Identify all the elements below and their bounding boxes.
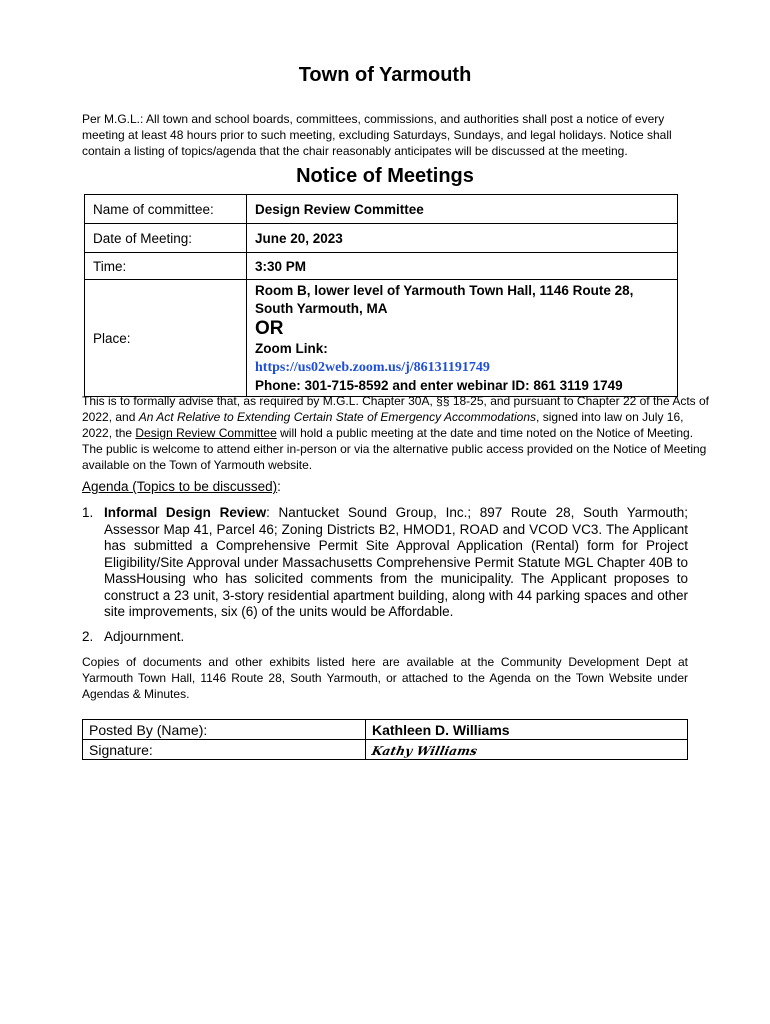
copies-note: Copies of documents and other exhibits listed here are available at the Community Development Dept at Yarmouth Town Hall, 1146 Route 28, South Yarmouth, or attached to the Agenda on the Town Website under Agendas & Minutes. (82, 655, 688, 701)
agenda-heading-text: Agenda (Topics to be discussed) (82, 479, 278, 494)
agenda-list (82, 505, 688, 645)
agenda-item-number: 1. (82, 505, 94, 520)
notice-heading: Notice of Meetings (296, 165, 474, 187)
advisory-text-2: , signed into law on July 16, 2022, the (82, 410, 684, 440)
agenda-item-title: Informal Design Review (104, 505, 267, 520)
time-value: 3:30 PM (247, 253, 678, 280)
place-address-line2: South Yarmouth, MA (255, 301, 388, 316)
committee-value: Design Review Committee (247, 195, 678, 224)
page-title: Town of Yarmouth (298, 64, 472, 86)
act-title: An Act Relative to Extending Certain State of Emergency Accommodations (138, 410, 537, 424)
posted-by-value: Kathleen D. Williams (366, 720, 688, 740)
agenda-item-text: Adjournment. (104, 628, 185, 644)
signature-value: Kathy Williams (370, 743, 479, 758)
agenda-heading (82, 479, 281, 494)
zoom-link[interactable]: https://us02web.zoom.us/j/86131191749 (255, 360, 490, 375)
date-value: June 20, 2023 (247, 224, 678, 253)
signature-label: Signature: (83, 740, 366, 760)
advisory-text-1: This is to formally advise that, as required by M.G.L. Chapter 30A, §§ 18-25, and pursuant to Chapter 22 of the Acts of 2022, and (82, 394, 710, 424)
committee-label: Name of committee: (85, 195, 247, 224)
date-label: Date of Meeting: (85, 224, 247, 253)
phone-line: Phone: 301-715-8592 and enter webinar ID: 861 3119 1749 (255, 378, 623, 393)
place-value (247, 280, 678, 397)
agenda-item-text: : Nantucket Sound Group, Inc.; 897 Route 28, South Yarmouth; Assessor Map 41, Parcel 46; Zoning Districts B2, HMOD1, ROAD and VCOD VC3. The Applicant has submitted a Comprehensive Permit Site Approval Application (Rental) form for Project Eligibility/Site Approval under Massachusetts Comprehensive Permit Statute MGL Chapter 40B to MassHousing who has solicited comments from the municipality. The Applicant proposes to construct a 23 unit, 3-story residential apartment building, along with 44 parking spaces and other site improvements, six (6) of the units would be Affordable. (104, 505, 688, 619)
date-row (85, 224, 678, 253)
time-row (85, 253, 678, 280)
posted-by-row (83, 720, 688, 740)
place-or: OR (255, 318, 284, 339)
agenda-item (82, 505, 688, 621)
signature-row (83, 740, 688, 760)
meeting-details-table (84, 194, 678, 397)
advisory-text-3: will hold a public meeting at the date and time noted on the Notice of Meeting. The public is welcome to attend either in-person or via the alternative public access provided on the Notice of Meeting available on the Town of Yarmouth website. (82, 426, 707, 472)
posted-by-label: Posted By (Name): (83, 720, 366, 740)
intro-paragraph: Per M.G.L.: All town and school boards, committees, commissions, and authorities shall post a notice of every meeting at least 48 hours prior to such meeting, excluding Saturdays, Sundays, and legal holidays. Notice shall contain a listing of topics/agenda that the chair reasonably anticipates will be discussed at the meeting. (82, 112, 672, 158)
agenda-item (82, 629, 688, 646)
place-address-line1: Room B, lower level of Yarmouth Town Hall, 1146 Route 28, (255, 283, 634, 298)
place-row (85, 280, 678, 397)
committee-row (85, 195, 678, 224)
agenda-heading-colon: : (277, 479, 281, 494)
place-label: Place: (85, 280, 247, 397)
time-label: Time: (85, 253, 247, 280)
advisory-committee-name: Design Review Committee (135, 426, 277, 440)
agenda-item-number: 2. (82, 628, 94, 644)
zoom-label: Zoom Link: (255, 341, 328, 356)
posting-table (82, 719, 688, 760)
advisory-paragraph (82, 393, 712, 473)
